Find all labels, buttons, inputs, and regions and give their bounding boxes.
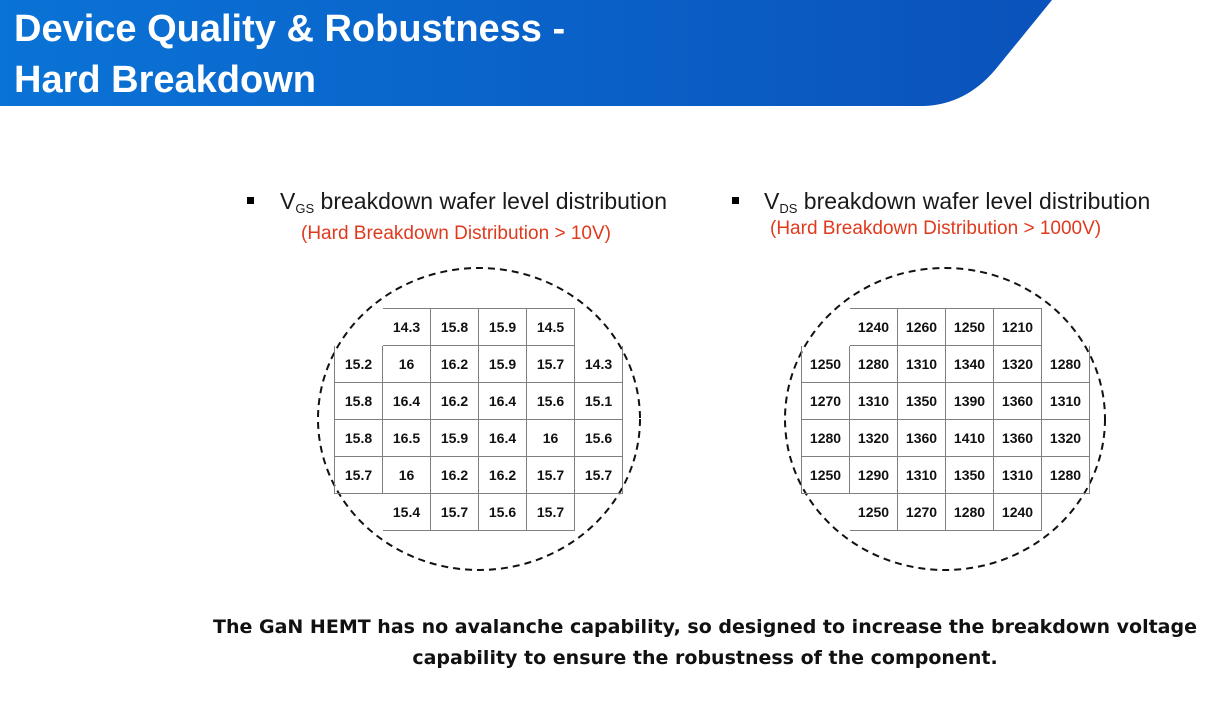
vds-row (802, 346, 1090, 383)
title-line-1: Device Quality & Robustness - (14, 8, 566, 50)
vds-cell: 1390 (946, 383, 994, 420)
vgs-cell: 15.9 (479, 309, 527, 346)
vds-cell: 1240 (850, 309, 898, 346)
vds-cell: 1250 (802, 346, 850, 383)
vgs-row (335, 383, 623, 420)
vgs-cell: 15.7 (575, 457, 623, 494)
vds-cell: 1250 (802, 457, 850, 494)
bullet-marker-vgs (247, 197, 254, 204)
vgs-cell: 15.7 (527, 494, 575, 531)
footer-line-2: capability to ensure the robustness of the component. (412, 647, 998, 669)
vgs-cell: 15.7 (335, 457, 383, 494)
vgs-cell: 15.7 (431, 494, 479, 531)
vds-cell: 1310 (994, 457, 1042, 494)
vgs-cell: 15.9 (479, 346, 527, 383)
vgs-cell: 15.4 (383, 494, 431, 531)
vds-row (802, 383, 1090, 420)
vds-row (802, 420, 1090, 457)
vgs-distribution-note: (Hard Breakdown Distribution > 10V) (301, 223, 611, 244)
vds-empty-cell (1042, 494, 1090, 531)
vds-cell: 1310 (1042, 383, 1090, 420)
vds-cell: 1360 (994, 420, 1042, 457)
vgs-cell: 15.8 (335, 420, 383, 457)
vds-cell: 1270 (898, 494, 946, 531)
vgs-row (335, 457, 623, 494)
vgs-cell: 14.3 (575, 346, 623, 383)
vds-cell: 1280 (850, 346, 898, 383)
vgs-cell: 15.7 (527, 346, 575, 383)
vds-cell: 1320 (850, 420, 898, 457)
vgs-cell: 15.7 (527, 457, 575, 494)
vds-wafer-map (783, 266, 1113, 572)
vds-cell: 1280 (1042, 457, 1090, 494)
vds-cell: 1270 (802, 383, 850, 420)
vgs-cell: 14.3 (383, 309, 431, 346)
bullet-marker-vds (732, 197, 739, 204)
footer-note (200, 612, 1210, 674)
vgs-row (335, 494, 623, 531)
vgs-cell: 15.1 (575, 383, 623, 420)
vds-cell: 1360 (994, 383, 1042, 420)
title-line-2: Hard Breakdown (14, 59, 316, 101)
vds-row (802, 309, 1090, 346)
vgs-empty-cell (575, 309, 623, 346)
vgs-empty-cell (575, 494, 623, 531)
vds-subscript: DS (779, 201, 798, 216)
vds-symbol: V (764, 188, 780, 214)
vgs-cell: 15.6 (479, 494, 527, 531)
vds-empty-cell (1042, 309, 1090, 346)
vds-cell: 1210 (994, 309, 1042, 346)
vds-cell: 1260 (898, 309, 946, 346)
title-banner (0, 0, 1222, 110)
vgs-symbol: V (280, 188, 296, 214)
vds-distribution-note: (Hard Breakdown Distribution > 1000V) (770, 218, 1102, 239)
vgs-cell: 16.5 (383, 420, 431, 457)
vgs-row (335, 309, 623, 346)
vgs-cell: 15.8 (431, 309, 479, 346)
vgs-cell: 16.2 (479, 457, 527, 494)
vds-row (802, 457, 1090, 494)
vgs-empty-cell (335, 494, 383, 531)
vds-cell: 1320 (1042, 420, 1090, 457)
vds-empty-cell (802, 494, 850, 531)
vgs-cell: 16.4 (383, 383, 431, 420)
vds-empty-cell (802, 309, 850, 346)
vds-cell: 1310 (898, 346, 946, 383)
vgs-cell: 14.5 (527, 309, 575, 346)
vgs-cell: 16 (527, 420, 575, 457)
vgs-cell: 16.2 (431, 346, 479, 383)
vds-cell: 1410 (946, 420, 994, 457)
vgs-value-grid (334, 308, 623, 531)
vgs-cell: 16 (383, 346, 431, 383)
vgs-row (335, 420, 623, 457)
vgs-cell: 15.6 (575, 420, 623, 457)
vgs-cell: 16.2 (431, 383, 479, 420)
vds-cell: 1350 (946, 457, 994, 494)
vds-cell: 1250 (946, 309, 994, 346)
vds-row (802, 494, 1090, 531)
vgs-cell: 16.2 (431, 457, 479, 494)
vds-cell: 1290 (850, 457, 898, 494)
vgs-cell: 15.2 (335, 346, 383, 383)
vgs-empty-cell (335, 309, 383, 346)
slide-title (14, 4, 565, 106)
bullet-vds-heading (764, 188, 1150, 216)
vgs-cell: 15.8 (335, 383, 383, 420)
vds-cell: 1360 (898, 420, 946, 457)
vds-cell: 1280 (802, 420, 850, 457)
bullet-vgs-heading (280, 188, 667, 216)
vgs-row (335, 346, 623, 383)
vgs-cell: 16.4 (479, 420, 527, 457)
vgs-cell: 15.9 (431, 420, 479, 457)
vds-heading-text: breakdown wafer level distribution (797, 188, 1151, 214)
vgs-cell: 16.4 (479, 383, 527, 420)
vds-cell: 1350 (898, 383, 946, 420)
vds-cell: 1250 (850, 494, 898, 531)
vds-cell: 1340 (946, 346, 994, 383)
vds-value-grid (801, 308, 1090, 531)
vgs-cell: 16 (383, 457, 431, 494)
vgs-heading-text: breakdown wafer level distribution (314, 188, 667, 214)
footer-line-1: The GaN HEMT has no avalanche capability, so designed to increase the breakdown voltage (213, 616, 1197, 638)
vds-cell: 1320 (994, 346, 1042, 383)
vds-cell: 1240 (994, 494, 1042, 531)
vds-cell: 1280 (1042, 346, 1090, 383)
vgs-cell: 15.6 (527, 383, 575, 420)
vds-cell: 1280 (946, 494, 994, 531)
vds-cell: 1310 (850, 383, 898, 420)
vgs-wafer-map (316, 266, 646, 572)
vgs-subscript: GS (295, 201, 315, 216)
vds-cell: 1310 (898, 457, 946, 494)
